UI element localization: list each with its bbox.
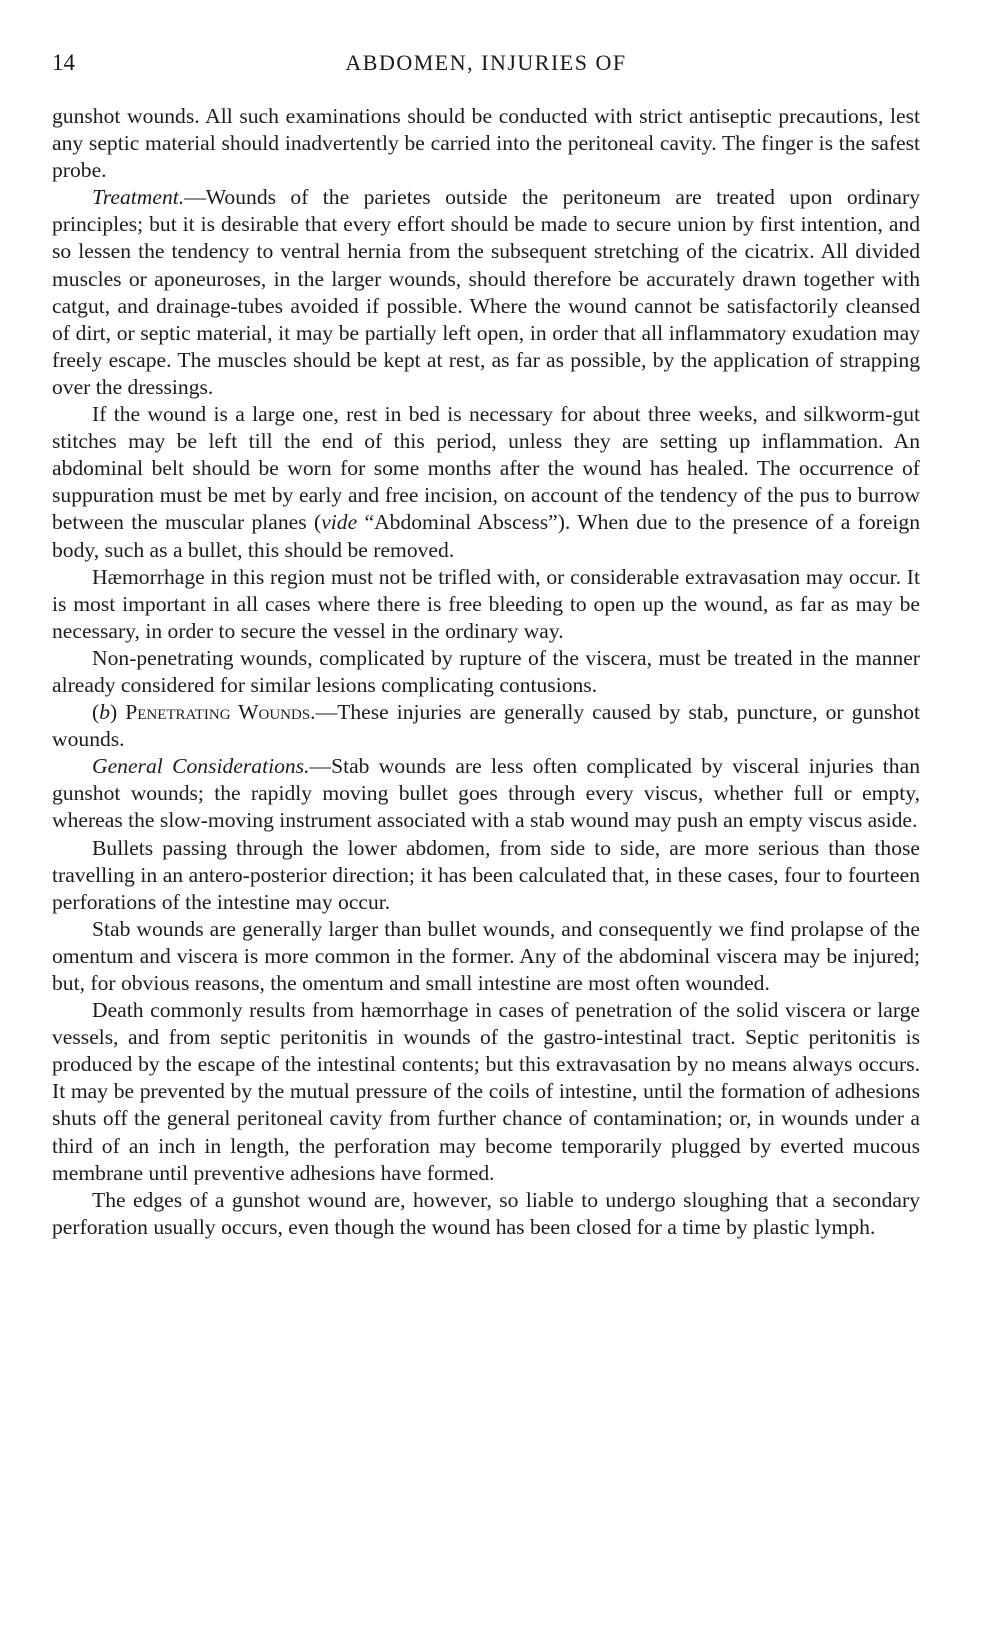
page-number: 14: [52, 50, 75, 75]
paragraph-3-text-after: “Abdominal Abscess”). When due to the presence of a foreign body, such as a bullet, this should be removed.: [52, 510, 920, 562]
paragraph-8-text: Bullets passing through the lower abdomen, from side to side, are more serious than those travelling in an antero-posterior direction; it has been calculated that, in these cases, four to fourteen perforations of the intestine may occur.: [52, 835, 920, 914]
section-heading: Penetrating Wounds.: [125, 700, 316, 725]
paragraph-9-text: Stab wounds are generally larger than bullet wounds, and consequently we find prolapse of the omentum and viscera is more common in the former. Any of the abdominal viscera may be injured; but, for obvious reasons, the omentum and small intestine are most often wounded.: [52, 916, 920, 995]
paragraph-3: [52, 401, 920, 564]
paragraph-1: [52, 103, 920, 184]
paragraph-treatment: [52, 184, 920, 401]
paragraph-11: [52, 1187, 920, 1241]
paragraph-8: [52, 835, 920, 916]
paragraph-9: [52, 916, 920, 997]
paragraph-1-text: gunshot wounds. All such examinations should be conducted with strict antiseptic precautions, lest any septic material should inadvertently be carried into the peritoneal cavity. The finger is the safest probe.: [52, 104, 920, 183]
page-header: [52, 50, 920, 80]
body-text: [52, 103, 920, 1241]
section-letter: b: [99, 700, 110, 725]
paragraph-general: [52, 753, 920, 834]
paragraph-5-text: Non-penetrating wounds, complicated by rupture of the viscera, must be treated in the manner already considered for similar lesions complicating contusions.: [52, 645, 920, 697]
paragraph-11-text: The edges of a gunshot wound are, however, so liable to undergo sloughing that a secondary perforation usually occurs, even though the wound has been closed for a time by plastic lymph.: [52, 1187, 920, 1239]
paragraph-4: [52, 564, 920, 645]
general-lead: General Considerations.: [92, 754, 310, 779]
penetrating-text: —These injuries are generally caused by stab, puncture, or gunshot wounds.: [52, 700, 920, 752]
paragraph-4-text: Hæmorrhage in this region must not be trifled with, or considerable extravasation may occur. It is most important in all cases where there is free bleeding to open up the wound, as far as may be necessary, in order to secure the vessel in the ordinary way.: [52, 564, 920, 643]
running-title: ABDOMEN, INJURIES OF: [345, 50, 627, 75]
section-marker: (b): [92, 700, 118, 725]
paragraph-penetrating: [52, 699, 920, 753]
paragraph-10-text: Death commonly results from hæmorrhage in cases of penetration of the solid viscera or large vessels, and from septic peritonitis in wounds of the gastro-intestinal tract. Septic peritonitis is produced by the escape of the intestinal contents; but this extravasation by no means always occurs. It may be prevented by the mutual pressure of the coils of intestine, until the formation of adhesions shuts off the general peritoneal cavity from further chance of contamination; or, in wounds under a third of an inch in length, the perforation may become temporarily plugged by everted mucous membrane until preventive adhesions have formed.: [52, 998, 920, 1185]
treatment-lead: Treatment.: [92, 185, 185, 210]
paragraph-3-italic: vide: [321, 510, 358, 535]
treatment-text: —Wounds of the parietes outside the peritoneum are treated upon ordinary principles; but it is desirable that every effort should be made to secure union by first intention, and so lessen the tendency to ventral hernia from the subsequent stretching of the cicatrix. All divided muscles or aponeuroses, in the larger wounds, should therefore be accurately drawn together with catgut, and drainage-tubes avoided if possible. Where the wound cannot be satisfactorily cleansed of dirt, or septic material, it may be partially left open, in order that all inflammatory exudation may freely escape. The muscles should be kept at rest, as far as possible, by the application of strapping over the dressings.: [52, 185, 920, 399]
general-text: —Stab wounds are less often complicated by visceral injuries than gunshot wounds; the rapidly moving bullet goes through every viscus, whether full or empty, whereas the slow-moving instrument associated with a stab wound may push an empty viscus aside.: [52, 754, 920, 833]
paragraph-10: [52, 997, 920, 1187]
paragraph-3-text-before: If the wound is a large one, rest in bed is necessary for about three weeks, and silkworm-gut stitches may be left till the end of this period, unless they are setting up inflammation. An abdominal belt should be worn for some months after the wound has healed. The occurrence of suppuration must be met by early and free incision, on account of the tendency of the pus to burrow between the muscular planes (: [52, 402, 920, 535]
paragraph-5: [52, 645, 920, 699]
